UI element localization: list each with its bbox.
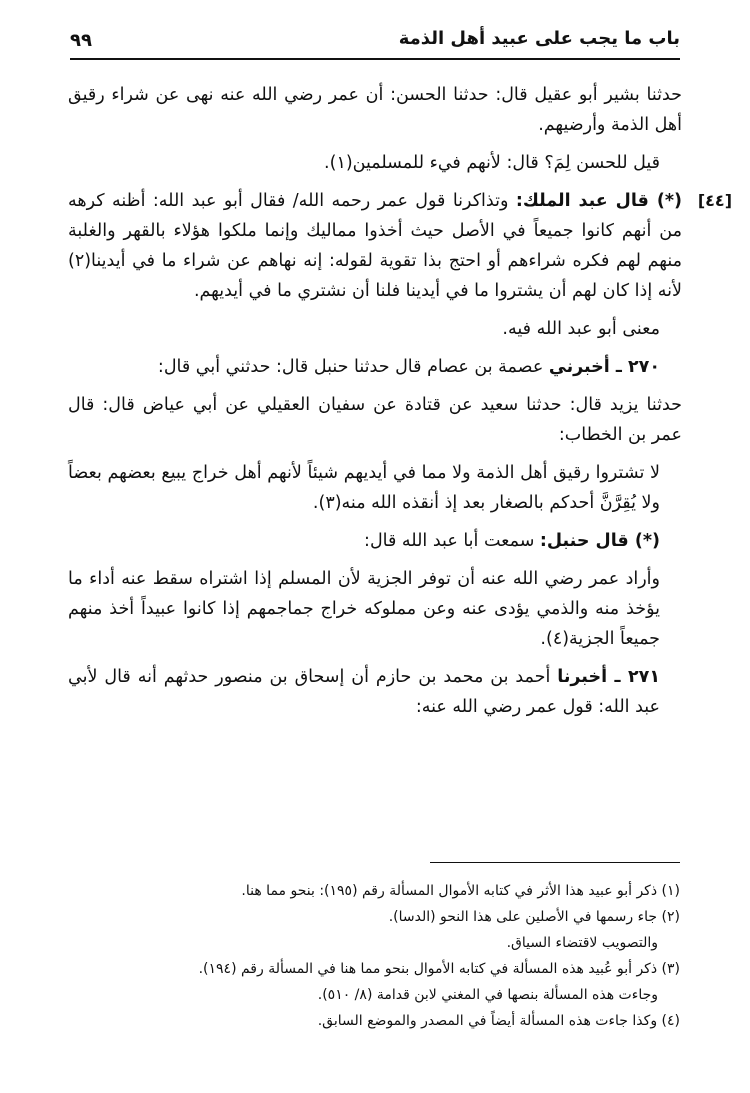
- paragraph: [٤٤] (*) قال عبد الملك: وتذاكرنا قول عمر رحمه الله/ فقال أبو عبد الله: أظنه كرهه من أنهم كانوا جميعاً في الأصل حيث أخذوا مماليك وإنما ملكوا هؤلاء بالقهر والغلبة منهم لهم فكره شراءهم أو احتج بذا تقوية لقوله: إنه نهاهم عن شراء ما في أيدينا(٢) لأنه إذا كان لهم أن يشتروا ما في أيدينا فلنا أن نشتري ما في أيديهم.: [68, 186, 682, 306]
- footnote: والتصويب لاقتضاء السياق.: [506, 935, 658, 951]
- footnote: (١) ذكر أبو عبيد هذا الأثر في كتابه الأموال المسألة رقم (١٩٥): بنحو مما هنا.: [241, 883, 680, 899]
- body-text: [68, 80, 732, 730]
- running-header: [70, 28, 680, 60]
- paragraph: لا تشتروا رقيق أهل الذمة ولا مما في أيديهم شيئاً لأنهم أهل خراج يبيع بعضهم بعضاً ولا يُقِرَّنَّ أحدكم بالصغار بعد إذ أنقذه الله منه(٣).: [68, 463, 660, 513]
- footnote: (٢) جاء رسمها في الأصلين على هذا النحو (الدسا).: [388, 909, 680, 925]
- paragraph: حدثنا بشير أبو عقيل قال: حدثنا الحسن: أن عمر رضي الله عنه نهى عن شراء رقيق أهل الذمة وأرضيهم.: [68, 85, 682, 135]
- chapter-title: باب ما يجب على عبيد أهل الذمة: [398, 28, 680, 49]
- margin-marker: [٤٤]: [697, 191, 732, 210]
- paragraph: وأراد عمر رضي الله عنه أن توفر الجزية لأن المسلم إذا اشتراه سقط عنه أداء ما يؤخذ منه والذمي يؤدى عنه وعن مملوكه خراج جماجمهم إذا كانوا عبيداً أخذ منهم جميعاً الجزية(٤).: [68, 569, 660, 649]
- footnotes: [70, 878, 680, 1034]
- paragraph: قيل للحسن لِمَ؟ قال: لأنهم فيء للمسلمين(١).: [324, 153, 660, 173]
- page-number: ٩٩: [70, 30, 92, 51]
- footnote: (٣) ذكر أبو عُبيد هذه المسألة في كتابه الأموال بنحو مما هنا في المسألة رقم (١٩٤).: [198, 961, 680, 977]
- paragraph: (*) قال حنبل: سمعت أبا عبد الله قال:: [364, 531, 660, 551]
- footnote-rule: [430, 862, 680, 863]
- paragraph: ٢٧٠ ـ أخبرني عصمة بن عصام قال حدثنا حنبل قال: حدثني أبي قال:: [157, 357, 660, 377]
- paragraph: حدثنا يزيد قال: حدثنا سعيد عن قتادة عن سفيان العقيلي عن أبي عياض قال: قال عمر بن الخطاب:: [68, 395, 682, 445]
- paragraph: معنى أبو عبد الله فيه.: [502, 319, 660, 339]
- paragraph: ٢٧١ ـ أخبرنا أحمد بن محمد بن حازم أن إسحاق بن منصور حدثهم أنه قال لأبي عبد الله: قول عمر رضي الله عنه:: [68, 667, 660, 717]
- footnote: (٤) وكذا جاءت هذه المسألة أيضاً في المصدر والموضع السابق.: [317, 1013, 680, 1029]
- footnote: وجاءت هذه المسألة بنصها في المغني لابن قدامة (٨/ ٥١٠).: [317, 987, 658, 1003]
- header-rule: [70, 58, 680, 60]
